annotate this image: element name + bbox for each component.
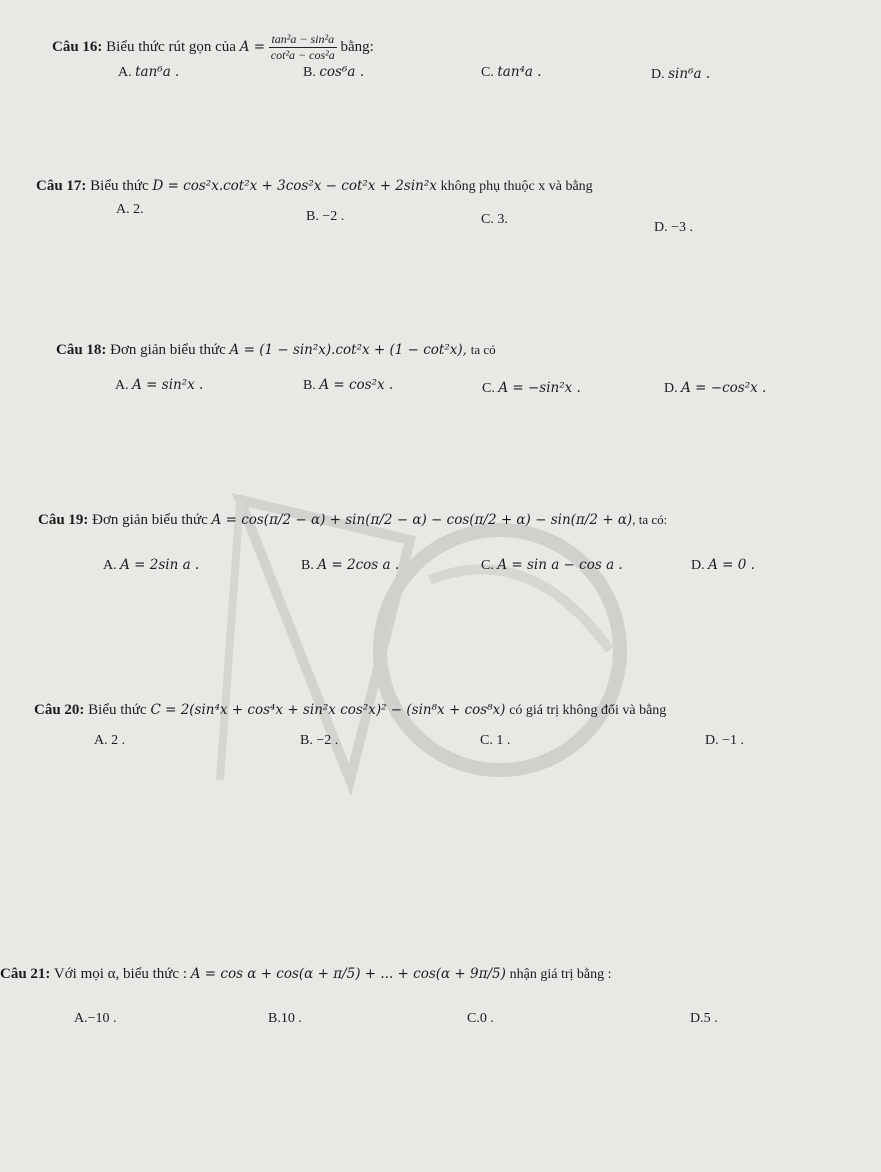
option-text: A = −cos²x . <box>681 380 767 396</box>
question-label: Câu 18: <box>56 342 107 358</box>
watermark-logo <box>200 480 640 820</box>
option-letter: C. <box>482 381 495 396</box>
question-tail: ta có <box>470 342 496 357</box>
option-letter: B. <box>303 65 316 80</box>
option-d[interactable] <box>690 1011 718 1027</box>
question-tail: không phụ thuộc x và bằng <box>440 179 593 194</box>
option-b[interactable] <box>303 377 393 394</box>
option-letter: D. <box>654 220 668 235</box>
question-expression: A = cos α + cos(α + π/5) + ... + cos(α + 9π/5) <box>190 966 506 982</box>
option-d[interactable] <box>691 557 755 574</box>
option-letter: B. <box>300 733 313 748</box>
question-fraction <box>269 32 337 63</box>
question-intro: Biểu thức rút gọn của <box>106 38 236 55</box>
option-text: −2 . <box>316 733 339 748</box>
question-tail: , ta có: <box>632 512 668 527</box>
option-c[interactable] <box>481 557 623 574</box>
question-label: Câu 16: <box>52 38 103 55</box>
option-letter: D. <box>690 1011 704 1026</box>
option-letter: D. <box>705 733 719 748</box>
option-letter: A. <box>103 558 117 573</box>
option-letter: A. <box>116 202 130 217</box>
option-letter: A. <box>74 1011 88 1026</box>
option-c[interactable] <box>467 1011 494 1027</box>
option-text: tan⁶a . <box>135 64 180 80</box>
question-intro: Biểu thức <box>90 178 149 194</box>
question-18-stem <box>56 342 496 359</box>
question-tail: bằng: <box>340 38 374 55</box>
option-b[interactable] <box>301 557 399 574</box>
option-letter: B. <box>268 1011 281 1026</box>
option-a[interactable] <box>118 64 179 81</box>
option-d[interactable] <box>654 220 693 236</box>
option-text: A = 2cos a . <box>317 557 400 573</box>
option-letter: C. <box>480 733 493 748</box>
option-text: 0 . <box>479 1011 494 1026</box>
question-tail: nhận giá trị bằng : <box>509 967 612 982</box>
option-d[interactable] <box>664 380 766 397</box>
question-expression: A = cos(π/2 − α) + sin(π/2 − α) − cos(π/2 + α) − sin(π/2 + α) <box>211 512 633 528</box>
question-intro: Với mọi α, biểu thức : <box>53 966 187 982</box>
option-text: −3 . <box>671 220 694 235</box>
question-label: Câu 17: <box>36 178 87 194</box>
option-text: −10 . <box>87 1011 117 1026</box>
option-text: 2. <box>133 202 144 217</box>
question-intro: Đơn giản biểu thức <box>92 512 208 528</box>
option-c[interactable] <box>482 380 581 397</box>
option-letter: A. <box>94 733 108 748</box>
question-expression: C = 2(sin⁴x + cos⁴x + sin²x cos²x)² − (sin⁸x + cos⁸x) <box>150 702 506 718</box>
option-c[interactable] <box>481 212 508 228</box>
option-d[interactable] <box>705 733 744 749</box>
option-letter: B. <box>306 209 319 224</box>
question-intro: Biểu thức <box>88 702 147 718</box>
option-letter: B. <box>301 558 314 573</box>
question-tail: có giá trị không đổi và bằng <box>509 703 667 718</box>
option-a[interactable] <box>74 1011 117 1027</box>
option-text: 10 . <box>280 1011 302 1026</box>
option-text: cos⁶a . <box>319 64 365 80</box>
option-text: 3. <box>497 212 508 227</box>
option-text: −2 . <box>322 209 345 224</box>
option-a[interactable] <box>94 733 125 749</box>
option-text: tan⁴a . <box>497 64 542 80</box>
option-letter: C. <box>467 1011 480 1026</box>
option-c[interactable] <box>480 733 510 749</box>
option-text: sin⁶a . <box>668 66 711 82</box>
option-a[interactable] <box>115 377 203 394</box>
option-d[interactable] <box>651 66 710 83</box>
option-b[interactable] <box>300 733 338 749</box>
option-b[interactable] <box>303 64 364 81</box>
option-b[interactable] <box>268 1011 302 1027</box>
question-label: Câu 20: <box>34 702 85 718</box>
option-c[interactable] <box>481 64 542 81</box>
option-letter: C. <box>481 65 494 80</box>
question-19-stem <box>38 512 667 529</box>
option-text: 1 . <box>496 733 511 748</box>
question-expression: D = cos²x.cot²x + 3cos²x − cot²x + 2sin²x <box>152 178 437 194</box>
fraction-numerator: tan²a − sin²a <box>269 32 337 48</box>
question-label: Câu 21: <box>0 966 51 982</box>
question-expression: A = (1 − sin²x).cot²x + (1 − cot²x), <box>229 342 467 358</box>
option-text: A = −sin²x . <box>498 380 581 396</box>
option-text: −1 . <box>722 733 745 748</box>
option-letter: C. <box>481 558 494 573</box>
option-a[interactable] <box>103 557 199 574</box>
option-text: 5 . <box>703 1011 718 1026</box>
option-text: A = sin a − cos a . <box>497 557 623 573</box>
question-lhs: A = <box>239 38 266 55</box>
question-21-stem <box>0 966 612 983</box>
option-letter: D. <box>664 381 678 396</box>
question-16-stem <box>52 32 374 63</box>
fraction-denominator: cot²a − cos²a <box>270 48 335 62</box>
option-text: A = 0 . <box>708 557 755 573</box>
question-17-stem <box>36 178 593 195</box>
option-text: A = sin²x . <box>132 377 204 393</box>
option-text: 2 . <box>111 733 126 748</box>
question-intro: Đơn giản biểu thức <box>110 342 226 358</box>
option-letter: A. <box>115 378 129 393</box>
question-label: Câu 19: <box>38 512 89 528</box>
option-a[interactable] <box>116 202 144 218</box>
option-b[interactable] <box>306 209 344 225</box>
option-letter: B. <box>303 378 316 393</box>
option-text: A = cos²x . <box>319 377 394 393</box>
question-20-stem <box>34 702 666 719</box>
option-letter: D. <box>651 67 665 82</box>
option-letter: C. <box>481 212 494 227</box>
option-letter: D. <box>691 558 705 573</box>
option-text: A = 2sin a . <box>120 557 200 573</box>
option-letter: A. <box>118 65 132 80</box>
